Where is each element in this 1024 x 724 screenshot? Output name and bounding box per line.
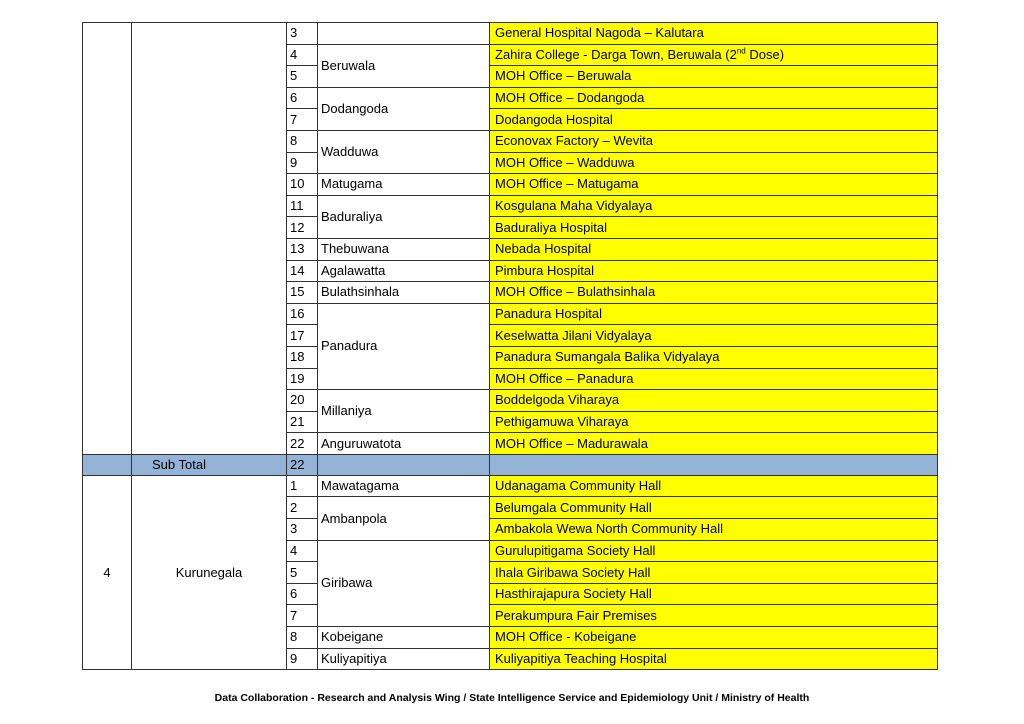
subtotal-blank-cell <box>83 454 132 475</box>
vaccination-site: Kosgulana Maha Vidyalaya <box>490 195 938 217</box>
subtotal-label: Sub Total <box>132 454 287 475</box>
subtotal-blank-cell <box>490 454 938 475</box>
vaccination-site: Ihala Giribawa Society Hall <box>490 562 938 584</box>
row-number: 12 <box>287 217 318 239</box>
vaccination-site: General Hospital Nagoda – Kalutara <box>490 23 938 45</box>
row-number: 18 <box>287 346 318 368</box>
subtotal-blank-cell <box>318 454 490 475</box>
row-number: 2 <box>287 497 318 519</box>
row-number: 9 <box>287 648 318 670</box>
vaccination-site: MOH Office – Wadduwa <box>490 152 938 174</box>
vaccination-site: MOH Office - Kobeigane <box>490 627 938 649</box>
vaccination-site: MOH Office – Matugama <box>490 174 938 196</box>
row-number: 22 <box>287 433 318 455</box>
row-number: 19 <box>287 368 318 390</box>
moh-area: Mawatagama <box>318 475 490 497</box>
moh-area: Giribawa <box>318 540 490 626</box>
table-row <box>83 23 938 45</box>
moh-area: Baduraliya <box>318 195 490 238</box>
vaccination-site: Keselwatta Jilani Vidyalaya <box>490 325 938 347</box>
row-number: 16 <box>287 303 318 325</box>
row-number: 17 <box>287 325 318 347</box>
district-number-cell <box>83 23 132 455</box>
moh-area: Anguruwatota <box>318 433 490 455</box>
row-number: 7 <box>287 605 318 627</box>
vaccination-site: Baduraliya Hospital <box>490 217 938 239</box>
row-number: 10 <box>287 174 318 196</box>
vaccination-site: MOH Office – Panadura <box>490 368 938 390</box>
vaccination-site: Dodangoda Hospital <box>490 109 938 131</box>
vaccination-site: Pethigamuwa Viharaya <box>490 411 938 433</box>
moh-area: Panadura <box>318 303 490 389</box>
moh-area <box>318 23 490 45</box>
moh-area: Kobeigane <box>318 627 490 649</box>
moh-area: Dodangoda <box>318 87 490 130</box>
page-footer: Data Collaboration - Research and Analysis Wing / State Intelligence Service and Epidemiology Unit / Ministry of Health <box>214 692 810 704</box>
row-number: 8 <box>287 130 318 152</box>
row-number: 15 <box>287 282 318 304</box>
row-number: 5 <box>287 562 318 584</box>
moh-area: Beruwala <box>318 44 490 87</box>
row-number: 4 <box>287 44 318 66</box>
row-number: 5 <box>287 66 318 88</box>
row-number: 20 <box>287 390 318 412</box>
vaccination-site: Panadura Sumangala Balika Vidyalaya <box>490 346 938 368</box>
vaccination-site: Pimbura Hospital <box>490 260 938 282</box>
moh-area: Matugama <box>318 174 490 196</box>
moh-area: Wadduwa <box>318 130 490 173</box>
district-name: Kurunegala <box>132 475 287 669</box>
row-number: 3 <box>287 23 318 45</box>
vaccination-site <box>490 44 938 66</box>
vaccination-centres-table <box>82 22 938 670</box>
row-number: 6 <box>287 87 318 109</box>
moh-area: Agalawatta <box>318 260 490 282</box>
row-number: 3 <box>287 519 318 541</box>
row-number: 11 <box>287 195 318 217</box>
row-number: 9 <box>287 152 318 174</box>
vaccination-site: Econovax Factory – Wevita <box>490 130 938 152</box>
district-number: 4 <box>83 475 132 669</box>
row-number: 14 <box>287 260 318 282</box>
subtotal-row <box>83 454 938 475</box>
vaccination-site: MOH Office – Beruwala <box>490 66 938 88</box>
vaccination-site: Gurulupitigama Society Hall <box>490 540 938 562</box>
vaccination-site: MOH Office – Dodangoda <box>490 87 938 109</box>
row-number: 8 <box>287 627 318 649</box>
vaccination-site: Boddelgoda Viharaya <box>490 390 938 412</box>
subtotal-value: 22 <box>287 454 318 475</box>
row-number: 13 <box>287 238 318 260</box>
vaccination-site: Panadura Hospital <box>490 303 938 325</box>
moh-area: Thebuwana <box>318 238 490 260</box>
moh-area: Millaniya <box>318 390 490 433</box>
vaccination-site: Ambakola Wewa North Community Hall <box>490 519 938 541</box>
vaccination-site: Kuliyapitiya Teaching Hospital <box>490 648 938 670</box>
row-number: 6 <box>287 583 318 605</box>
row-number: 7 <box>287 109 318 131</box>
vaccination-site: Belumgala Community Hall <box>490 497 938 519</box>
moh-area: Ambanpola <box>318 497 490 540</box>
table-row <box>83 475 938 497</box>
vaccination-site: Perakumpura Fair Premises <box>490 605 938 627</box>
vaccination-site: Nebada Hospital <box>490 238 938 260</box>
row-number: 4 <box>287 540 318 562</box>
vaccination-site: Hasthirajapura Society Hall <box>490 583 938 605</box>
site-text-end: Dose) <box>745 46 785 62</box>
site-text: Zahira College - Darga Town, Beruwala (2 <box>495 46 737 62</box>
moh-area: Bulathsinhala <box>318 282 490 304</box>
vaccination-site: MOH Office – Bulathsinhala <box>490 282 938 304</box>
site-superscript: nd <box>736 46 746 56</box>
vaccination-site: Udanagama Community Hall <box>490 475 938 497</box>
vaccination-site: MOH Office – Madurawala <box>490 433 938 455</box>
row-number: 21 <box>287 411 318 433</box>
row-number: 1 <box>287 475 318 497</box>
moh-area: Kuliyapitiya <box>318 648 490 670</box>
district-name-cell <box>132 23 287 455</box>
